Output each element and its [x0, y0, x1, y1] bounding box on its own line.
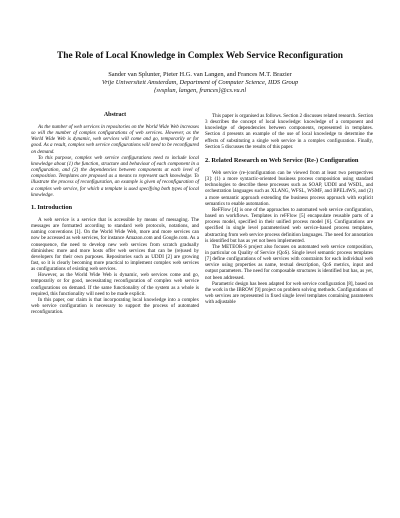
body-paragraph: However, as the World Wide Web is dynamic, web services come and go, temporarily or for good, necessitating reconfiguration of complex web service configurations on demand. If the same functionality of the system as a whole is required, this functionality will need to be made explicit.: [31, 272, 199, 297]
section-heading-introduction: 1. Introduction: [31, 203, 73, 211]
right-column: [205, 113, 373, 305]
paper-title: The Role of Local Knowledge in Complex Web Service Reconfiguration: [56, 51, 343, 61]
author-block: [20, 71, 380, 95]
body-paragraph: The METEOR-S project also focuses on automated web service composition, in particular on Quality of Service (QoS). Single level semantic process templates [7] define configurations of web services with constraints for each individual web service using properties as name, textual description, QoS metrics, input and output parameters. The need for composable structures is identified but has, as yet, not been addressed.: [205, 243, 373, 281]
author-names: Sander van Splunter, Pieter H.G. van Langen, and Frances M.T. Brazier: [108, 71, 292, 78]
body-paragraph: Parametric design has been adapted for web service configuration [8], based on the work in the IBROW [9] project on problem solving methods. Configurations of web services are represented in fixed single level templates containing parameters with adjustable: [205, 280, 373, 306]
left-column: [31, 112, 199, 315]
author-affiliation: Vrije Universiteit Amsterdam, Department of Computer Science, IIDS Group: [101, 79, 299, 86]
body-paragraph: ReFFlow [4] is one of the approaches to automated web service configuration, based on workflows. Templates in reFFlow [5] encapsulate reusable parts of a process model, specified in their unified process model [6]. Configurations are specified in single level parameterised web service-based process templates, abstracting from web service process definition languages. The need for annotation is identified but has as yet not been implemented.: [205, 206, 373, 244]
abstract-paragraph: To this purpose, complex web service configurations need to include local knowledge about (1) the function, structure and behaviour of each component in a configuration, and (2) the dependencies between components at each level of composition. Templates are proposed as a means to represent such knowledge. To illustrate the process of reconfiguration, an example is given of reconfiguration of a complex web service, for which a template is used specifying both types of local knowledge.: [31, 154, 199, 198]
abstract: [31, 124, 199, 198]
body-paragraph: A web service is a service that is accessible by means of messaging. The messages are formatted according to standard web protocols, notations, and naming conventions [1]. On the World Wide Web, more and more services can now be accessed as web services, for instance Amazon.com and Google.com. As a consequence, the need to develop new web services from scratch gradually diminishes: more and more hosts offer web services that can be (re)used by developers for their own purposes. Repositories such as UDDI [2] are growing fast, so it is clearly becoming more practical to implement complex web services as configurations of existing web services.: [31, 216, 199, 273]
abstract-paragraph: As the number of web services in repositories on the World Wide Web increases so will the number of complex configurations of web services. However, as the World Wide Web is dynamic, web services will come and go, temporarily or for good. As a result, complex web service configurations will need to be reconfigured on demand.: [31, 124, 199, 155]
body-paragraph: This paper is organised as follows. Section 2 discusses related research. Section 3 describes the concept of local knowledge: knowledge of a component and knowledge of dependencies between components, represented in templates. Section 4 presents an example of the use of local knowledge to determine the effects of substituting a single web service in a complex configuration. Finally, Section 5 discusses the results of this paper.: [205, 113, 373, 150]
abstract-heading: Abstract: [103, 112, 127, 118]
author-email: {svsplun, langen, frances}@cs.vu.nl: [153, 87, 247, 94]
body-paragraph: Web service (re-)configuration can be viewed from at least two perspectives [3]: (1) a more syntactic-oriented business process composition using standard technologies to describe these processes such as SOAP, UDDI and WSDL, and orchestration languages such as XLANG, WFSL, WSMF, and BPEL4WS, and (2) a more semantic approach extending the business process approach with explicit semantics to enable automation.: [205, 169, 373, 207]
body-paragraph: In this paper, our claim is that incorporating local knowledge into a complex web service configuration is necessary to support the process of automated reconfiguration.: [31, 296, 199, 316]
section-heading-related-research: 2. Related Research on Web Service (Re-) Configuration: [205, 156, 359, 164]
